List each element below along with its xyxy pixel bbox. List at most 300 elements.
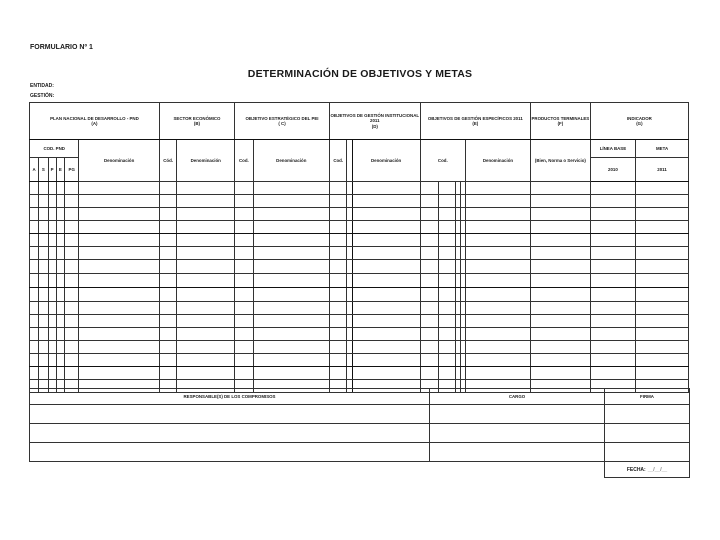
table-cell[interactable] [56,354,64,367]
table-cell[interactable] [56,182,64,195]
table-cell[interactable] [235,328,254,341]
table-row [30,315,689,328]
table-cell[interactable] [65,260,79,274]
table-cell[interactable] [79,247,159,260]
table-cell[interactable] [177,195,235,208]
table-cell[interactable] [352,302,420,315]
table-cell[interactable] [636,208,689,221]
table-cell[interactable] [590,221,635,234]
table-row [30,182,689,195]
table-cell[interactable] [159,208,177,221]
table-cell[interactable] [253,195,329,208]
table-cell[interactable] [590,328,635,341]
table-cell[interactable] [56,234,64,247]
table-cell[interactable] [159,341,177,354]
table-cell[interactable] [420,182,439,195]
table-cell[interactable] [352,367,420,380]
table-cell[interactable] [352,354,420,367]
table-cell[interactable] [439,367,455,380]
table-cell[interactable] [79,341,159,354]
fecha-field[interactable] [604,461,690,478]
table-cell[interactable] [39,234,48,247]
table-cell[interactable] [420,234,439,247]
table-cell[interactable] [56,367,64,380]
table-cell[interactable] [530,182,590,195]
table-cell[interactable] [590,260,635,274]
table-cell[interactable] [253,247,329,260]
table-cell[interactable] [439,328,455,341]
table-cell[interactable] [48,315,56,328]
table-cell[interactable] [420,315,439,328]
table-cell[interactable] [177,367,235,380]
ogi-header: OBJETIVOS DE GESTIÓN INSTITUCIONAL 2011 (D) [329,103,420,140]
table-cell[interactable] [48,234,56,247]
table-cell[interactable] [48,328,56,341]
table-cell[interactable] [465,247,530,260]
table-cell[interactable] [352,208,420,221]
table-cell[interactable] [253,221,329,234]
table-cell[interactable] [465,208,530,221]
responsables-header: RESPONSABLE(S) DE LOS COMPROMISOS [30,389,430,405]
table-cell[interactable] [253,234,329,247]
table-cell[interactable] [439,274,455,288]
table-cell[interactable] [39,354,48,367]
table-cell[interactable] [56,221,64,234]
table-cell[interactable] [65,288,79,302]
table-cell[interactable] [636,341,689,354]
table-cell[interactable] [30,367,39,380]
table-cell[interactable] [177,208,235,221]
table-cell[interactable] [420,195,439,208]
table-cell[interactable] [530,274,590,288]
table-cell[interactable] [65,302,79,315]
firma-cell[interactable] [605,424,690,443]
sub-code-s: S [39,158,48,182]
table-cell[interactable] [636,260,689,274]
table-cell[interactable] [530,221,590,234]
table-cell[interactable] [159,195,177,208]
table-cell[interactable] [530,341,590,354]
table-cell[interactable] [30,341,39,354]
table-cell[interactable] [65,195,79,208]
sig-row [30,443,690,462]
table-cell[interactable] [235,195,254,208]
table-cell[interactable] [420,328,439,341]
table-cell[interactable] [177,182,235,195]
table-cell[interactable] [465,315,530,328]
table-cell[interactable] [352,341,420,354]
table-cell[interactable] [39,341,48,354]
table-cell[interactable] [590,354,635,367]
indicador-header: INDICADOR (G) [590,103,688,140]
table-cell[interactable] [39,367,48,380]
table-cell[interactable] [48,182,56,195]
table-cell[interactable] [329,274,347,288]
responsable-cell[interactable] [30,424,430,443]
table-cell[interactable] [79,195,159,208]
table-cell[interactable] [530,315,590,328]
table-cell[interactable] [159,260,177,274]
objectives-table [29,102,689,393]
table-cell[interactable] [420,288,439,302]
table-cell[interactable] [636,195,689,208]
table-row [30,302,689,315]
table-cell[interactable] [439,247,455,260]
table-row [30,274,689,288]
table-cell[interactable] [329,341,347,354]
table-cell[interactable] [56,247,64,260]
table-cell[interactable] [439,315,455,328]
table-cell[interactable] [465,195,530,208]
table-cell[interactable] [235,247,254,260]
table-cell[interactable] [439,302,455,315]
table-cell[interactable] [39,260,48,274]
table-cell[interactable] [56,260,64,274]
table-cell[interactable] [530,195,590,208]
table-cell[interactable] [177,328,235,341]
table-cell[interactable] [48,341,56,354]
table-cell[interactable] [329,367,347,380]
table-cell[interactable] [636,182,689,195]
table-cell[interactable] [177,288,235,302]
table-cell[interactable] [465,274,530,288]
table-cell[interactable] [329,260,347,274]
table-cell[interactable] [30,274,39,288]
cargo-cell[interactable] [430,443,605,462]
table-cell[interactable] [420,208,439,221]
table-cell[interactable] [159,315,177,328]
table-cell[interactable] [352,221,420,234]
table-cell[interactable] [465,302,530,315]
table-cell[interactable] [65,182,79,195]
table-cell[interactable] [530,354,590,367]
table-cell[interactable] [159,234,177,247]
table-cell[interactable] [465,234,530,247]
table-cell[interactable] [636,247,689,260]
table-cell[interactable] [56,288,64,302]
table-cell[interactable] [253,260,329,274]
table-cell[interactable] [39,208,48,221]
table-cell[interactable] [352,195,420,208]
table-cell[interactable] [79,274,159,288]
table-cell[interactable] [65,315,79,328]
table-cell[interactable] [39,328,48,341]
table-cell[interactable] [177,341,235,354]
table-cell[interactable] [352,182,420,195]
table-cell[interactable] [590,274,635,288]
cargo-cell[interactable] [430,405,605,424]
table-cell[interactable] [235,274,254,288]
table-cell[interactable] [39,302,48,315]
table-cell[interactable] [530,367,590,380]
table-cell[interactable] [30,195,39,208]
table-cell[interactable] [79,182,159,195]
table-cell[interactable] [65,274,79,288]
table-cell[interactable] [636,288,689,302]
table-cell[interactable] [39,221,48,234]
table-cell[interactable] [329,315,347,328]
table-cell[interactable] [253,328,329,341]
table-cell[interactable] [636,221,689,234]
table-cell[interactable] [48,274,56,288]
table-cell[interactable] [30,182,39,195]
table-cell[interactable] [420,247,439,260]
responsable-cell[interactable] [30,443,430,462]
table-cell[interactable] [420,274,439,288]
table-cell[interactable] [465,260,530,274]
table-cell[interactable] [420,341,439,354]
table-cell[interactable] [177,234,235,247]
table-cell[interactable] [177,315,235,328]
table-cell[interactable] [590,302,635,315]
table-cell[interactable] [65,247,79,260]
table-cell[interactable] [235,260,254,274]
table-cell[interactable] [79,260,159,274]
table-cell[interactable] [439,234,455,247]
table-cell[interactable] [79,354,159,367]
table-cell[interactable] [56,302,64,315]
table-cell[interactable] [177,274,235,288]
signatures-table [29,388,690,462]
table-cell[interactable] [79,234,159,247]
table-cell[interactable] [177,354,235,367]
table-cell[interactable] [39,288,48,302]
table-cell[interactable] [56,328,64,341]
table-cell[interactable] [465,328,530,341]
table-cell[interactable] [420,354,439,367]
table-cell[interactable] [253,315,329,328]
table-cell[interactable] [590,288,635,302]
table-cell[interactable] [39,195,48,208]
table-cell[interactable] [48,221,56,234]
table-cell[interactable] [79,367,159,380]
page-title: DETERMINACIÓN DE OBJETIVOS Y METAS [247,68,473,80]
table-cell[interactable] [352,260,420,274]
table-cell[interactable] [177,221,235,234]
table-cell[interactable] [56,274,64,288]
table-cell[interactable] [79,221,159,234]
cod-pnd-header: COD. PND [30,140,79,158]
table-cell[interactable] [530,247,590,260]
productos-header: PRODUCTOS TERMINALES (F) [530,103,590,140]
table-cell[interactable] [329,302,347,315]
table-cell[interactable] [439,182,455,195]
table-cell[interactable] [56,341,64,354]
table-cell[interactable] [329,221,347,234]
table-cell[interactable] [439,341,455,354]
table-cell[interactable] [352,274,420,288]
table-cell[interactable] [30,260,39,274]
table-cell[interactable] [530,208,590,221]
table-cell[interactable] [65,341,79,354]
table-cell[interactable] [235,302,254,315]
table-cell[interactable] [235,341,254,354]
table-cell[interactable] [530,234,590,247]
table-cell[interactable] [329,354,347,367]
table-cell[interactable] [636,367,689,380]
table-cell[interactable] [30,221,39,234]
table-cell[interactable] [590,315,635,328]
table-cell[interactable] [329,234,347,247]
table-cell[interactable] [177,302,235,315]
table-cell[interactable] [159,302,177,315]
table-cell[interactable] [56,208,64,221]
table-cell[interactable] [65,354,79,367]
table-cell[interactable] [590,247,635,260]
table-cell[interactable] [65,328,79,341]
table-cell[interactable] [30,302,39,315]
table-cell[interactable] [590,367,635,380]
table-cell[interactable] [465,182,530,195]
table-cell[interactable] [590,341,635,354]
table-cell[interactable] [235,221,254,234]
table-cell[interactable] [39,274,48,288]
table-cell[interactable] [177,260,235,274]
table-cell[interactable] [420,221,439,234]
firma-cell[interactable] [605,405,690,424]
table-cell[interactable] [39,315,48,328]
table-cell[interactable] [253,288,329,302]
table-cell[interactable] [420,302,439,315]
table-cell[interactable] [235,288,254,302]
table-cell[interactable] [636,328,689,341]
table-cell[interactable] [159,247,177,260]
table-cell[interactable] [30,328,39,341]
table-cell[interactable] [530,260,590,274]
table-cell[interactable] [253,182,329,195]
table-cell[interactable] [159,274,177,288]
table-cell[interactable] [420,367,439,380]
table-cell[interactable] [30,354,39,367]
table-cell[interactable] [590,234,635,247]
table-cell[interactable] [465,288,530,302]
table-cell[interactable] [48,195,56,208]
table-cell[interactable] [159,182,177,195]
table-cell[interactable] [30,315,39,328]
table-cell[interactable] [159,288,177,302]
table-cell[interactable] [352,234,420,247]
table-cell[interactable] [48,208,56,221]
table-cell[interactable] [48,302,56,315]
table-cell[interactable] [235,182,254,195]
table-cell[interactable] [48,260,56,274]
table-cell[interactable] [253,274,329,288]
cargo-cell[interactable] [430,424,605,443]
oe-pei-header: OBJETIVO ESTRATÉGICO DEL PEI ( C) [235,103,330,140]
table-cell[interactable] [352,328,420,341]
table-cell[interactable] [235,208,254,221]
table-cell[interactable] [439,221,455,234]
table-cell[interactable] [590,195,635,208]
table-cell[interactable] [465,367,530,380]
table-cell[interactable] [79,288,159,302]
table-cell[interactable] [352,288,420,302]
table-cell[interactable] [30,247,39,260]
table-cell[interactable] [48,288,56,302]
table-cell[interactable] [48,367,56,380]
table-cell[interactable] [79,315,159,328]
firma-cell[interactable] [605,443,690,462]
table-cell[interactable] [329,288,347,302]
table-cell[interactable] [636,354,689,367]
table-cell[interactable] [352,247,420,260]
table-cell[interactable] [253,302,329,315]
table-cell[interactable] [329,328,347,341]
table-cell[interactable] [30,208,39,221]
table-cell[interactable] [253,341,329,354]
table-cell[interactable] [79,208,159,221]
table-cell[interactable] [159,328,177,341]
table-cell[interactable] [39,247,48,260]
table-cell[interactable] [235,354,254,367]
table-cell[interactable] [177,247,235,260]
table-cell[interactable] [530,328,590,341]
table-cell[interactable] [420,260,439,274]
table-cell[interactable] [65,234,79,247]
table-cell[interactable] [590,182,635,195]
table-cell[interactable] [48,354,56,367]
oe-denominacion-header: Denominación [253,140,329,182]
table-cell[interactable] [329,208,347,221]
table-cell[interactable] [65,221,79,234]
table-cell[interactable] [39,182,48,195]
table-cell[interactable] [465,221,530,234]
table-cell[interactable] [636,234,689,247]
table-cell[interactable] [159,354,177,367]
table-cell[interactable] [159,367,177,380]
table-cell[interactable] [235,234,254,247]
ogi-denominacion-header: Denominación [352,140,420,182]
table-cell[interactable] [65,367,79,380]
table-cell[interactable] [530,302,590,315]
denominacion-pnd-header: Denominación [79,140,159,182]
table-row [30,221,689,234]
table-cell[interactable] [636,274,689,288]
table-cell[interactable] [329,195,347,208]
table-cell[interactable] [636,315,689,328]
table-cell[interactable] [352,315,420,328]
table-cell[interactable] [30,288,39,302]
table-cell[interactable] [439,288,455,302]
table-cell[interactable] [48,247,56,260]
table-cell[interactable] [56,315,64,328]
table-cell[interactable] [30,234,39,247]
table-cell[interactable] [439,354,455,367]
table-cell[interactable] [329,182,347,195]
table-cell[interactable] [530,288,590,302]
table-cell[interactable] [235,367,254,380]
table-cell[interactable] [636,302,689,315]
responsable-cell[interactable] [30,405,430,424]
table-cell[interactable] [253,354,329,367]
table-cell[interactable] [465,354,530,367]
table-cell[interactable] [253,208,329,221]
table-cell[interactable] [590,208,635,221]
table-cell[interactable] [439,195,455,208]
table-cell[interactable] [79,328,159,341]
table-cell[interactable] [65,208,79,221]
table-cell[interactable] [79,302,159,315]
table-cell[interactable] [235,315,254,328]
table-cell[interactable] [56,195,64,208]
firma-header: FIRMA [605,389,690,405]
table-cell[interactable] [159,221,177,234]
table-cell[interactable] [253,367,329,380]
table-cell[interactable] [439,260,455,274]
table-cell[interactable] [465,341,530,354]
table-cell[interactable] [439,208,455,221]
table-cell[interactable] [329,247,347,260]
